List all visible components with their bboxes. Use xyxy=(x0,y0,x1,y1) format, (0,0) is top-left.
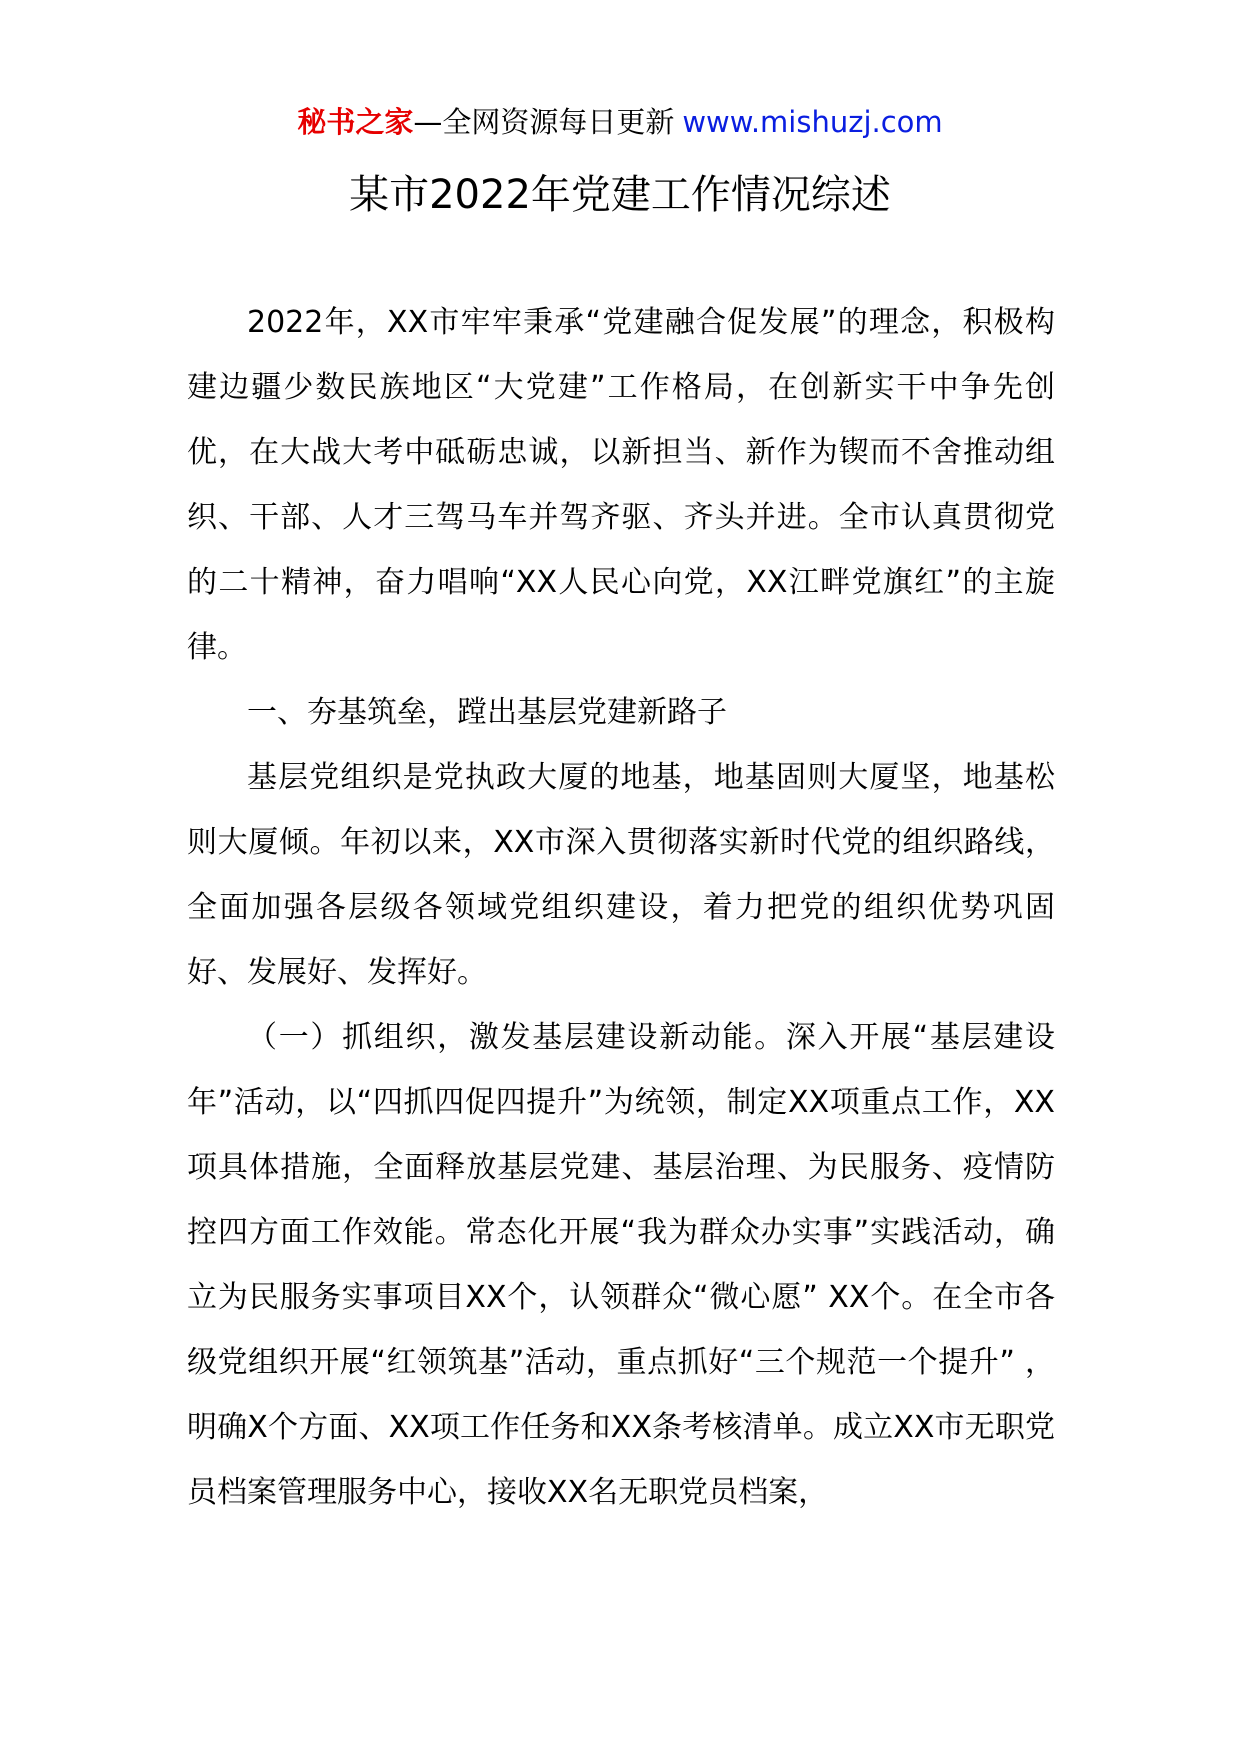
document-body xyxy=(187,290,1055,1525)
brand-name: 秘书之家 xyxy=(297,105,414,139)
paragraph-organization: （一）抓组织，激发基层建设新动能。深入开展“基层建设年”活动，以“四抓四促四提升”为统领，制定XX项重点工作，XX项具体措施，全面释放基层党建、基层治理、为民服务、疫情防控四方面工作效能。常态化开展“我为群众办实事”实践活动，确立为民服务实事项目XX个，认领群众“微心愿” XX个。在全市各级党组织开展“红领筑基”活动，重点抓好“三个规范一个提升” ，明确X个方面、XX项工作任务和XX条考核清单。成立XX市无职党员档案管理服务中心，接收XX名无职党员档案， xyxy=(187,1020,1055,1510)
document-title: 某市2022年党建工作情况综述 xyxy=(349,172,891,218)
paragraph-intro: 2022年，XX市牢牢秉承“党建融合促发展”的理念，积极构建边疆少数民族地区“大党建”工作格局，在创新实干中争先创优，在大战大考中砥砺忠诚，以新担当、新作为锲而不舍推动组织、干部、人才三驾马车并驾齐驱、齐头并进。全市认真贯彻党的二十精神，奋力唱响“XX人民心向党，XX江畔党旗红”的主旋律。 xyxy=(187,305,1055,665)
watermark-header xyxy=(0,100,1240,144)
paragraph-foundation: 基层党组织是党执政大厦的地基，地基固则大厦坚，地基松则大厦倾。年初以来，XX市深入贯彻落实新时代党的组织路线，全面加强各层级各领域党组织建设，着力把党的组织优势巩固好、发展好、发挥好。 xyxy=(187,760,1055,990)
header-tagline: —全网资源每日更新 xyxy=(413,105,675,139)
site-link[interactable]: www.mishuzj.com xyxy=(682,105,943,139)
section-heading: 一、夯基筑垒，蹚出基层党建新路子 xyxy=(247,695,727,730)
